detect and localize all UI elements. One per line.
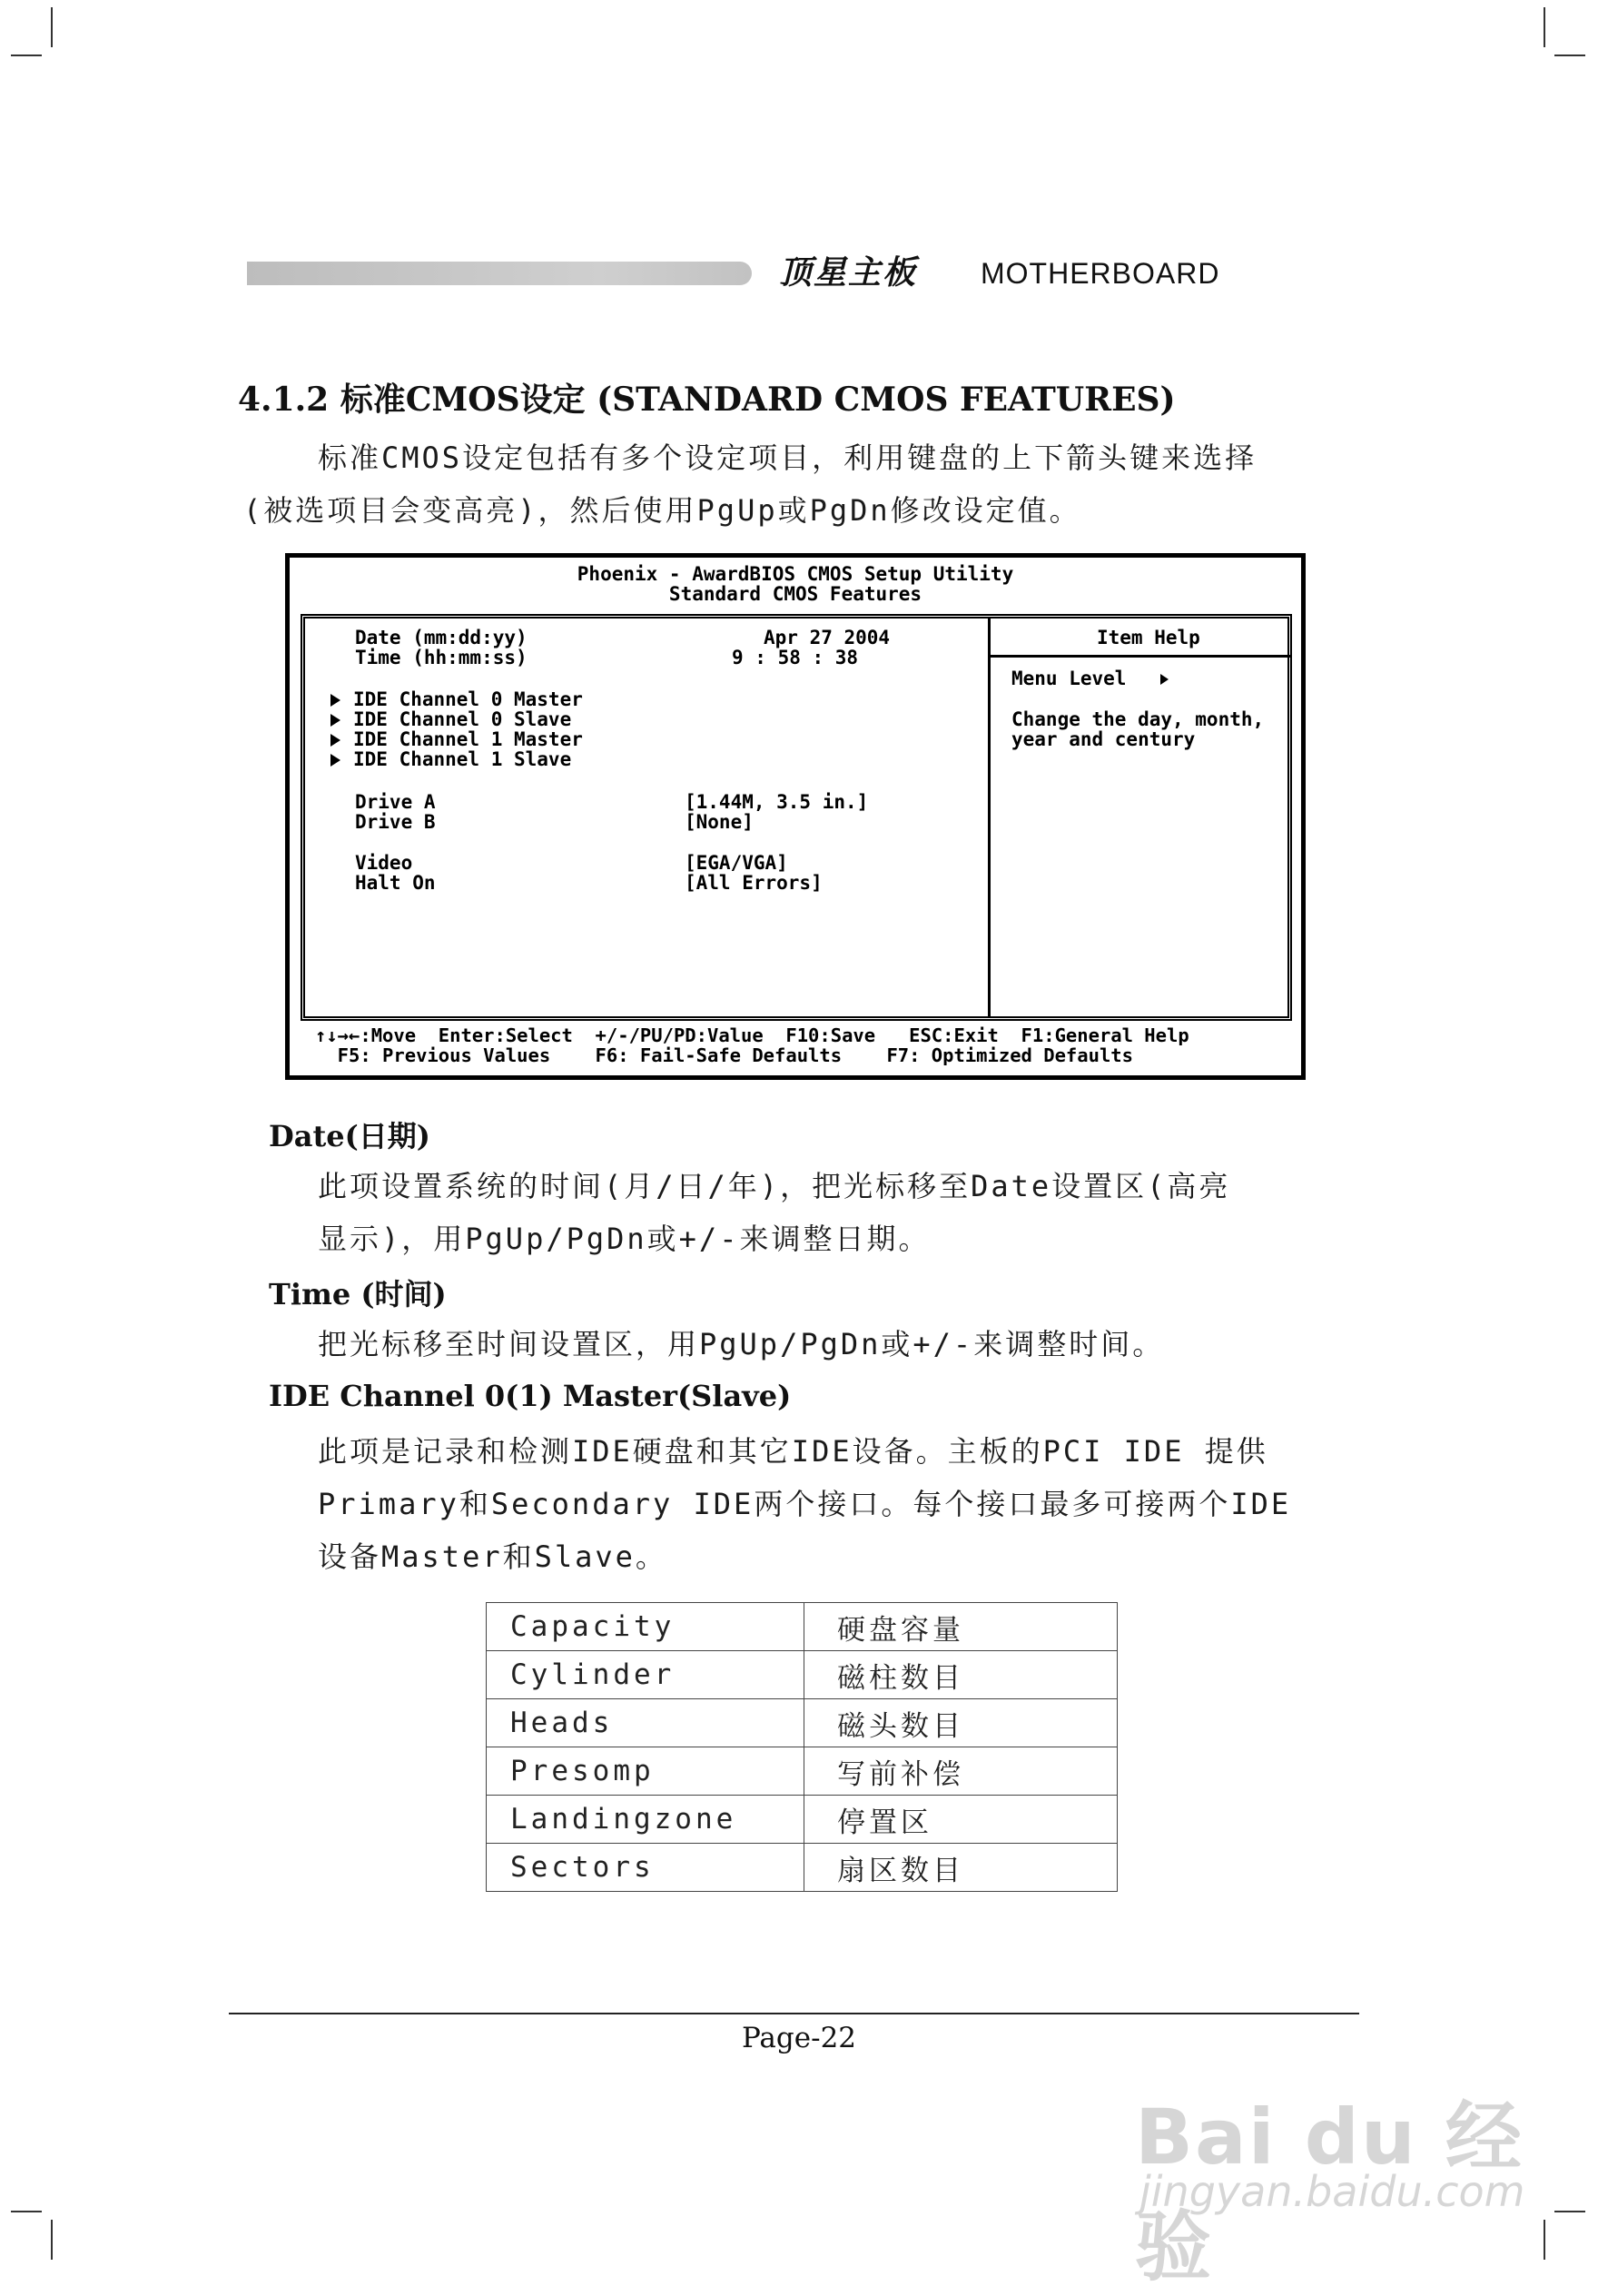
ide-line-1: 此项是记录和检测IDE硬盘和其它IDE设备。主板的PCI IDE 提供 (318, 1434, 1268, 1469)
watermark-url: jingyan.baidu.com (1139, 2167, 1525, 2216)
footer-rule (229, 2013, 1359, 2014)
table-row: Presomp 写前补偿 (487, 1747, 1118, 1796)
table-row: Landingzone 停置区 (487, 1796, 1118, 1844)
crop-mark-tl-h (11, 54, 42, 56)
bios-video-label: Video (355, 852, 413, 874)
bios-time-value: 9 : 58 : 38 (732, 647, 859, 668)
bios-divider (988, 619, 991, 1016)
bios-footer-1: ↑↓→←:Move Enter:Select +/-/PU/PD:Value F10:Save ESC:Exit F1:General Help (315, 1024, 1189, 1046)
arrow-right-icon (330, 714, 340, 727)
bios-ide-item: IDE Channel 1 Slave (330, 749, 571, 769)
bios-drive-a-value: [1.44M, 3.5 in.] (685, 791, 869, 813)
crop-mark-bl-h (11, 2211, 42, 2212)
ide-line-3: 设备Master和Slave。 (318, 1539, 667, 1574)
ide-heading: IDE Channel 0(1) Master(Slave) (269, 1379, 792, 1413)
date-heading: Date(日期) (269, 1119, 430, 1153)
bios-ide-item: IDE Channel 1 Master (330, 729, 583, 749)
section-heading: 4.1.2 标准CMOS设定 (STANDARD CMOS FEATURES) (238, 381, 1176, 419)
bios-help-text-1: Change the day, month, (1011, 708, 1265, 730)
bios-title-2: Standard CMOS Features (668, 583, 922, 605)
table-row: Cylinder 磁柱数目 (487, 1651, 1118, 1699)
arrow-right-icon (330, 734, 340, 747)
bios-footer-2: F5: Previous Values F6: Fail-Safe Defaults F7: Optimized Defaults (315, 1044, 1133, 1066)
bios-drive-b-value: [None] (685, 811, 754, 833)
brand-en: MOTHERBOARD (981, 257, 1220, 290)
bios-help-text-2: year and century (1011, 728, 1196, 750)
date-line-1: 此项设置系统的时间(月/日/年)，把光标移至Date设置区(高亮 (318, 1169, 1231, 1203)
arrow-right-icon (1160, 674, 1169, 685)
bios-ide-item: IDE Channel 0 Master (330, 689, 583, 709)
bios-halt-value: [All Errors] (685, 872, 823, 894)
bios-help-title: Item Help (1097, 627, 1200, 648)
intro-line-2: (被选项目会变高亮)，然后使用PgUp或PgDn修改设定值。 (243, 493, 1081, 528)
crop-mark-tl-v (51, 7, 53, 47)
arrow-right-icon (330, 754, 340, 767)
ide-parameter-table (486, 1602, 1118, 1892)
table-row: Sectors 扇区数目 (487, 1844, 1118, 1892)
bios-menu-level: Menu Level (1011, 668, 1181, 688)
header-bar (247, 262, 752, 285)
page-number: Page-22 (741, 2022, 857, 2054)
bios-ide-item: IDE Channel 0 Slave (330, 709, 571, 729)
bios-video-value: [EGA/VGA] (685, 852, 788, 874)
arrow-right-icon (330, 694, 340, 707)
bios-halt-label: Halt On (355, 872, 436, 894)
crop-mark-bl-v (51, 2220, 53, 2260)
bios-help-rule (991, 655, 1290, 658)
crop-mark-tr-h (1554, 54, 1585, 56)
watermark-brand: Bai du 经验 (1135, 2093, 1524, 2291)
ide-line-2: Primary和Secondary IDE两个接口。每个接口最多可接两个IDE (318, 1487, 1292, 1521)
time-heading: Time (时间) (269, 1277, 447, 1311)
crop-mark-tr-v (1544, 7, 1545, 47)
date-line-2: 显示)，用PgUp/PgDn或+/-来调整日期。 (318, 1222, 931, 1256)
brand-cn: 顶星主板 (779, 254, 918, 292)
bios-date-label: Date (mm:dd:yy) (355, 627, 528, 648)
bios-date-value: Apr 27 2004 (764, 627, 891, 648)
bios-drive-b-label: Drive B (355, 811, 436, 833)
bios-title-1: Phoenix - AwardBIOS CMOS Setup Utility (577, 563, 1014, 585)
bios-time-label: Time (hh:mm:ss) (355, 647, 528, 668)
table-row: Heads 磁头数目 (487, 1699, 1118, 1747)
intro-line-1: 标准CMOS设定包括有多个设定项目，利用键盘的上下箭头键来选择 (318, 440, 1258, 475)
bios-drive-a-label: Drive A (355, 791, 436, 813)
time-line-1: 把光标移至时间设置区，用PgUp/PgDn或+/-来调整时间。 (318, 1327, 1165, 1361)
table-row: Capacity 硬盘容量 (487, 1603, 1118, 1651)
bios-screenshot (285, 553, 1306, 1080)
bios-panel (301, 614, 1292, 1021)
